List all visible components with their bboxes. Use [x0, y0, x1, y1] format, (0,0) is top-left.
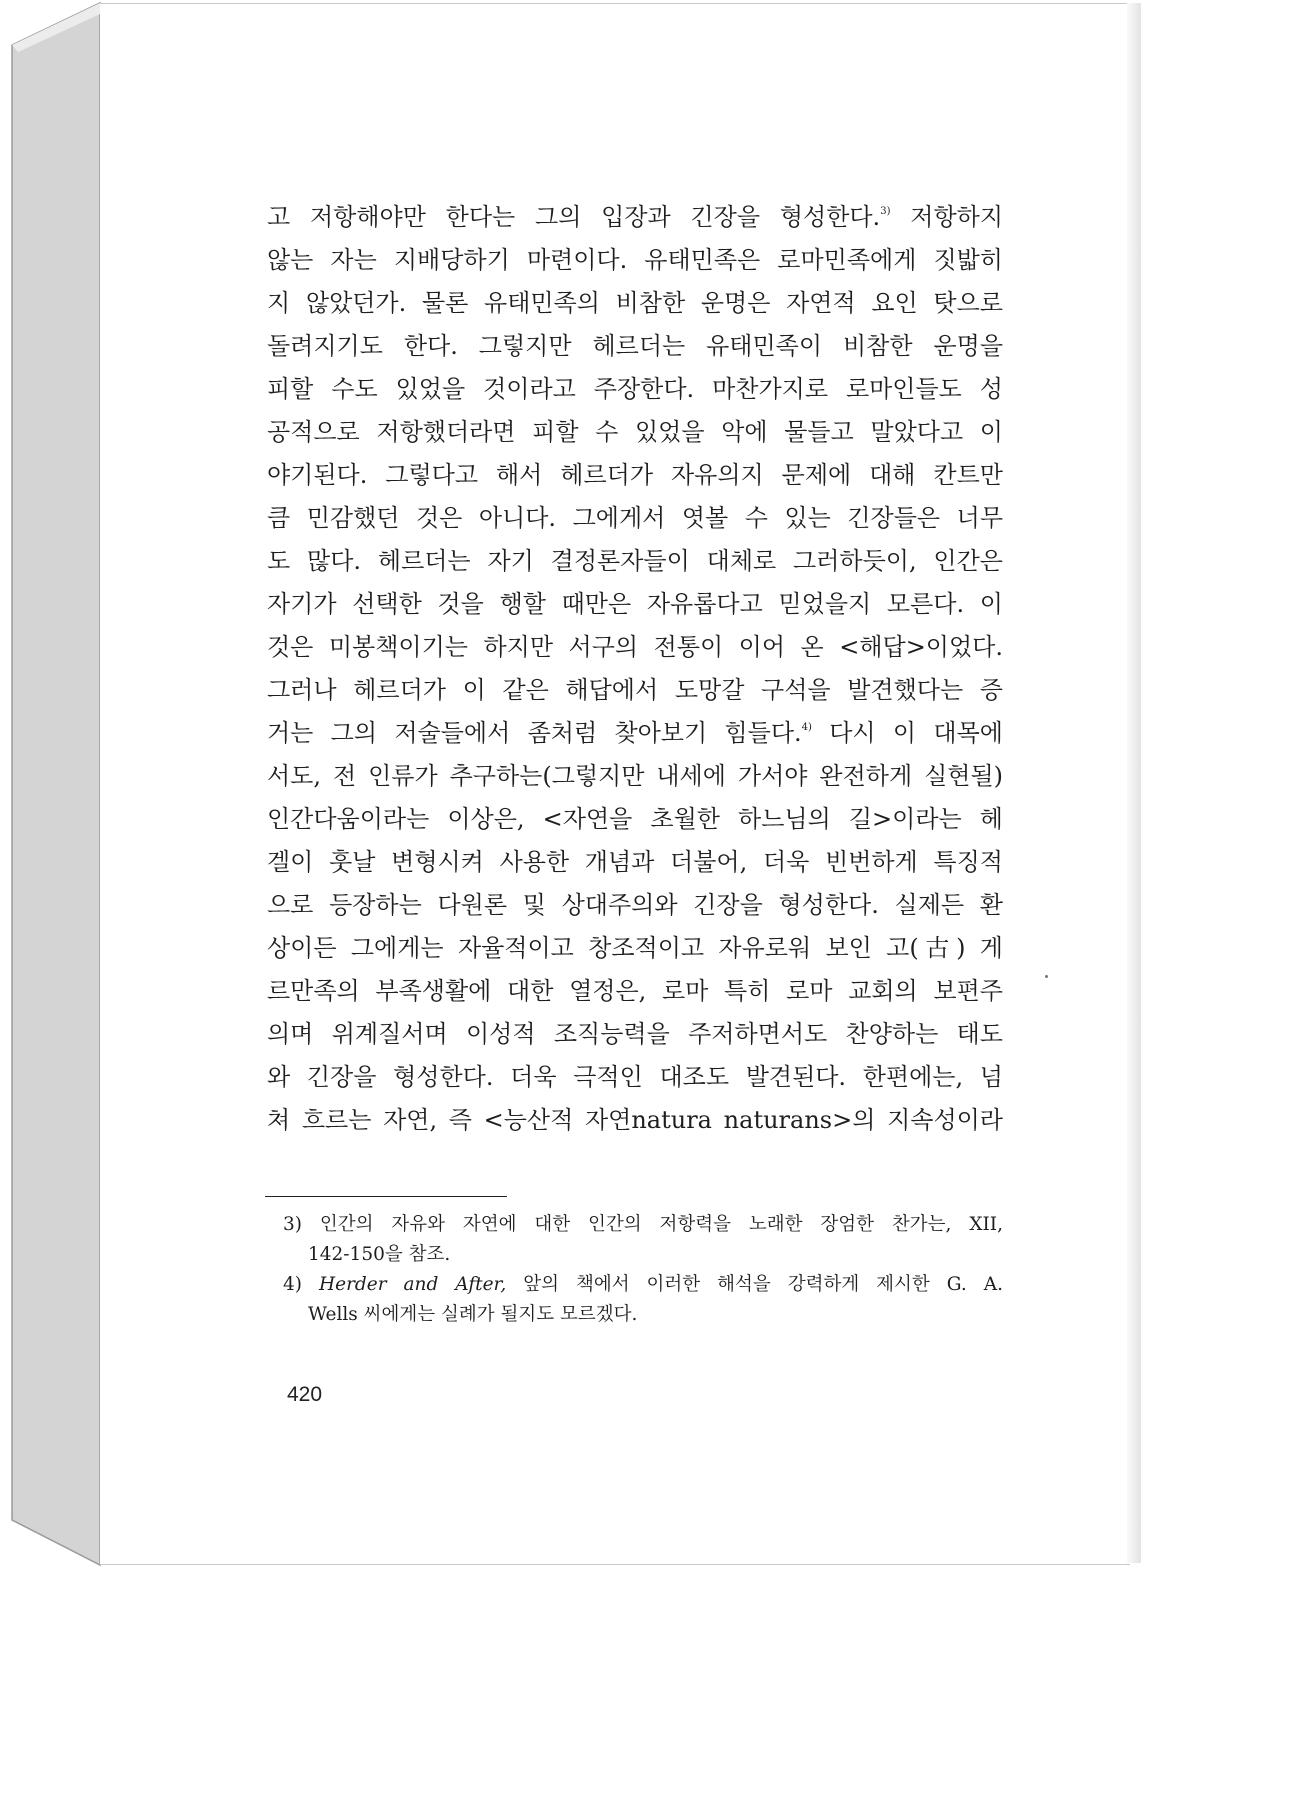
footnote-4-line: Wells 씨에게는 실례가 될지도 모르겠다.	[308, 1304, 638, 1325]
text-line: 지 않았던가. 물론 유태민족의 비참한 운명은 자연적 요인 탓으로	[267, 289, 1003, 317]
text-line: 공적으로 저항했더라면 피할 수 있었을 악에 물들고 말았다고 이	[267, 418, 1003, 446]
footnote-4-line: 4) Herder and After, 앞의 책에서 이러한 해석을 강력하게 제시한 G. A.	[283, 1274, 1003, 1295]
text-line: 상이든 그에게는 자율적이고 창조적이고 자유로워 보인 고(古) 게	[267, 934, 1003, 962]
footnotes	[283, 1210, 1003, 1330]
text-line: 자기가 선택한 것을 행할 때만은 자유롭다고 믿었을지 모른다. 이	[267, 590, 1003, 618]
text-line: 서도, 전 인류가 추구하는(그렇지만 내세에 가서야 완전하게 실현될)	[267, 762, 1003, 790]
text-line: 고 저항해야만 한다는 그의 입장과 긴장을 형성한다.$^{3)}$ 저항하지	[267, 203, 1004, 231]
text-line: 으로 등장하는 다원론 및 상대주의와 긴장을 형성한다. 실제든 환	[267, 891, 1003, 919]
text-line: 의며 위계질서며 이성적 조직능력을 주저하면서도 찬양하는 태도	[267, 1020, 1003, 1048]
footnote-ref: 4)	[801, 722, 812, 733]
text-line: 큼 민감했던 것은 아니다. 그에게서 엿볼 수 있는 긴장들은 너무	[267, 504, 1003, 532]
text-line: 쳐 흐르는 자연, 즉 <능산적 자연natura naturans>의 지속성이라	[267, 1106, 1003, 1134]
footnote-3-line: 3) 인간의 자유와 자연에 대한 인간의 저항력을 노래한 장엄한 찬가는, XII,	[283, 1214, 1003, 1235]
page-edge-shadow	[1127, 3, 1141, 1563]
text-line: 피할 수도 있었을 것이라고 주장한다. 마찬가지로 로마인들도 성	[267, 375, 1003, 403]
text-line: 르만족의 부족생활에 대한 열정은, 로마 특히 로마 교회의 보편주	[267, 977, 1003, 1005]
text-line: 겔이 훗날 변형시켜 사용한 개념과 더불어, 더욱 빈번하게 특징적	[267, 848, 1003, 876]
body-text	[267, 196, 1003, 1142]
cited-title: Herder and After,	[318, 1274, 507, 1295]
book-spine	[0, 0, 110, 1568]
text-line: 야기된다. 그렇다고 해서 헤르더가 자유의지 문제에 대해 칸트만	[267, 461, 1003, 489]
footnote-3-line: 142-150을 참조.	[308, 1244, 451, 1265]
text-line: 것은 미봉책이기는 하지만 서구의 전통이 이어 온 <해답>이었다.	[267, 633, 1003, 661]
text-line: 거는 그의 저술들에서 좀처럼 찾아보기 힘들다.$^{4)}$ 다시 이 대목에	[267, 719, 1003, 747]
page-number: 420	[287, 1383, 323, 1406]
text-line: 와 긴장을 형성한다. 더욱 극적인 대조도 발견된다. 한편에는, 넘	[267, 1063, 1003, 1091]
text-line: 도 많다. 헤르더는 자기 결정론자들이 대체로 그러하듯이, 인간은	[267, 547, 1003, 575]
text-line: 않는 자는 지배당하기 마련이다. 유태민족은 로마민족에게 짓밟히	[267, 246, 1003, 274]
text-line: 돌려지기도 한다. 그렇지만 헤르더는 유태민족이 비참한 운명을	[267, 332, 1003, 360]
text-line: 인간다움이라는 이상은, <자연을 초월한 하느님의 길>이라는 헤	[267, 805, 1003, 833]
footnote-separator	[265, 1196, 507, 1197]
text-line: 그러나 헤르더가 이 같은 해답에서 도망갈 구석을 발견했다는 증	[267, 676, 1003, 704]
scan-speck	[1045, 975, 1048, 978]
footnote-ref: 3)	[880, 206, 891, 217]
